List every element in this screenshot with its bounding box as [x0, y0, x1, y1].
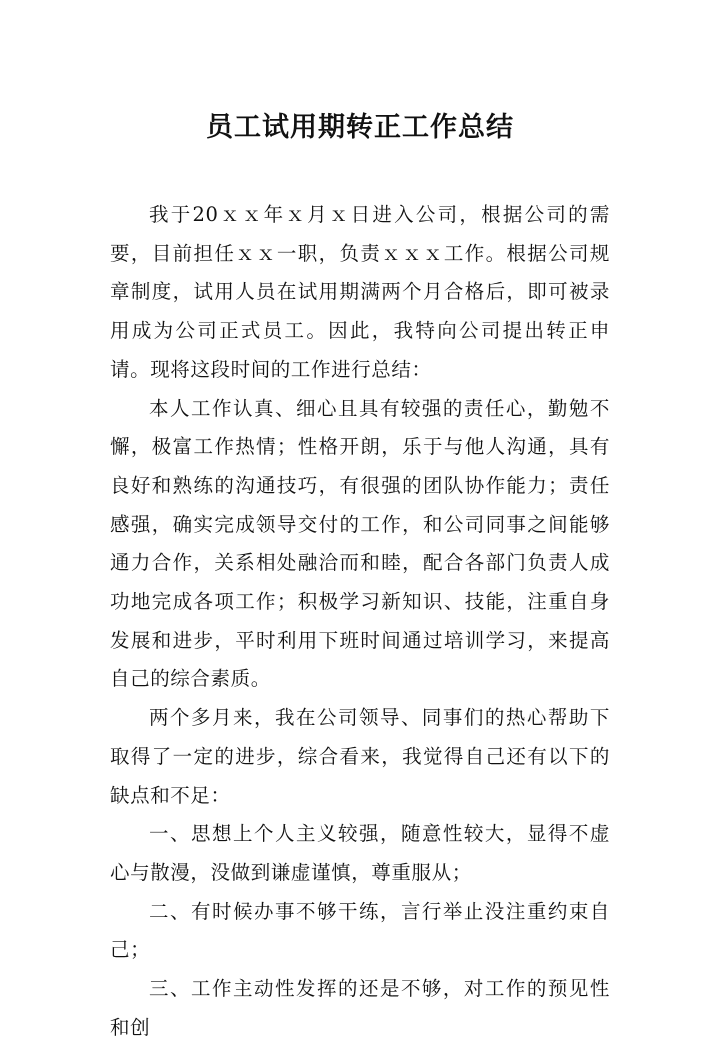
document-title: 员工试用期转正工作总结	[206, 112, 514, 143]
paragraph-intro: 我于20ｘｘ年ｘ月ｘ日进入公司，根据公司的需要，目前担任ｘｘ一职，负责ｘｘｘ工作。根据公司规章制度，试用人员在试用期满两个月合格后，即可被录用成为公司正式员工。因此，我特向公司提出转正申请。现将这段时间的工作进行总结：	[110, 203, 610, 381]
paragraph-shortcoming-1: 一、思想上个人主义较强，随意性较大，显得不虚心与散漫，没做到谦虚谨慎，尊重服从；	[110, 822, 610, 884]
paragraph-progress: 两个多月来，我在公司领导、同事们的热心帮助下取得了一定的进步，综合看来，我觉得自己还有以下的缺点和不足：	[110, 706, 610, 807]
paragraph-shortcoming-3: 三、工作主动性发挥的还是不够，对工作的预见性和创	[110, 977, 610, 1039]
paragraph-strengths: 本人工作认真、细心且具有较强的责任心，勤勉不懈，极富工作热情；性格开朗，乐于与他人沟通，具有良好和熟练的沟通技巧，有很强的团队协作能力；责任感强，确实完成领导交付的工作，和公司同事之间能够通力合作，关系相处融洽而和睦，配合各部门负责人成功地完成各项工作；积极学习新知识、技能，注重自身发展和进步，平时利用下班时间通过培训学习，来提高自己的综合素质。	[110, 396, 610, 691]
paragraph-shortcoming-2: 二、有时候办事不够干练，言行举止没注重约束自己；	[110, 899, 610, 962]
document-body	[110, 196, 610, 1047]
